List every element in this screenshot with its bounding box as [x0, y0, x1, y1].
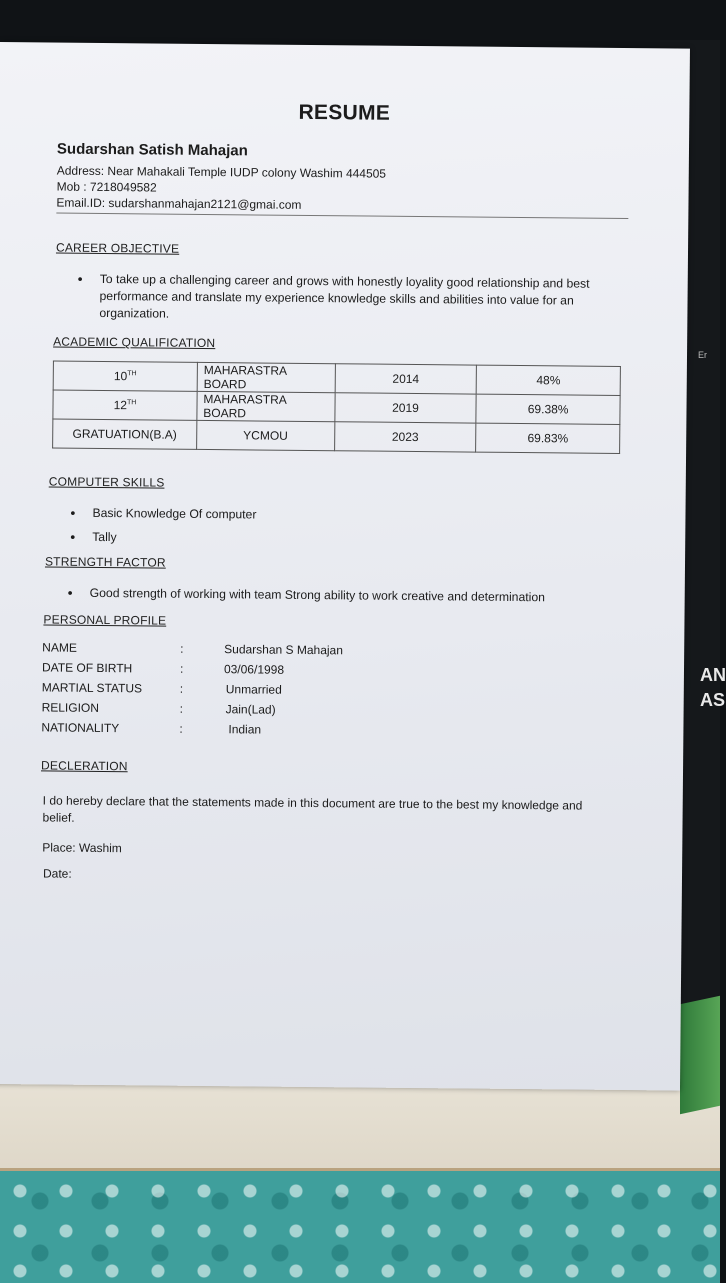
academic-table — [52, 361, 621, 454]
career-objective-heading: CAREER OBJECTIVE — [55, 240, 180, 256]
board-cell: MAHARASTRA BOARD — [197, 391, 335, 421]
monitor-text-1: Er — [698, 350, 707, 360]
computer-skills-heading: COMPUTER SKILLS — [48, 474, 165, 490]
list-item — [70, 504, 492, 526]
year-cell: 2023 — [334, 422, 476, 452]
profile-row — [42, 660, 462, 682]
bullet-icon: • — [70, 528, 76, 545]
profile-colon: : — [179, 721, 183, 736]
profile-colon: : — [180, 641, 184, 656]
table-row — [53, 419, 620, 453]
personal-profile-heading: PERSONAL PROFILE — [43, 612, 167, 628]
strength-text: Good strength of working with team Strong ability to work creative and determination — [89, 585, 545, 605]
place-line: Place: Washim — [42, 840, 122, 856]
bullet-icon: • — [67, 584, 73, 601]
profile-label: DATE OF BIRTH — [41, 660, 133, 676]
profile-colon: : — [179, 661, 184, 676]
bullet-icon: • — [77, 270, 83, 287]
profile-label: NAME — [42, 640, 77, 655]
percent-cell: 69.83% — [476, 423, 620, 453]
monitor-text-2: AN — [700, 665, 726, 685]
applicant-name: Sudarshan Satish Mahajan — [56, 140, 248, 160]
resume-title: RESUME — [298, 100, 391, 125]
percent-cell: 69.38% — [476, 394, 620, 424]
list-item — [67, 584, 610, 607]
profile-row — [42, 640, 462, 662]
profile-value: Sudarshan S Mahajan — [224, 642, 343, 658]
board-cell: MAHARASTRA BOARD — [197, 362, 335, 392]
profile-colon: : — [179, 701, 184, 716]
profile-row — [42, 680, 462, 702]
profile-label: RELIGION — [41, 700, 100, 715]
address-line: Address: Near Mahakali Temple IUDP colony Washim 444505 — [56, 163, 387, 181]
resume-paper — [0, 42, 690, 1091]
level-cell: 12TH — [53, 390, 197, 420]
skill-text: Tally — [92, 529, 117, 545]
profile-label: NATIONALITY — [41, 720, 120, 736]
profile-value: Unmarried — [225, 682, 282, 697]
profile-value: Jain(Lad) — [225, 702, 276, 717]
level-cell: GRATUATION(B.A) — [53, 419, 197, 449]
board-cell: YCMOU — [196, 420, 334, 450]
list-item — [70, 528, 492, 550]
patterned-cloth — [0, 1168, 720, 1283]
strength-heading: STRENGTH FACTOR — [44, 554, 166, 570]
year-cell: 2014 — [335, 364, 477, 394]
career-objective-item — [77, 270, 609, 327]
declaration-text: I do hereby declare that the statements made in this document are true to the best my knowledge and belief. — [42, 793, 583, 825]
profile-colon: : — [179, 681, 184, 696]
level-cell: 10TH — [53, 361, 197, 391]
profile-value: Indian — [228, 722, 262, 737]
skill-text: Basic Knowledge Of computer — [92, 505, 257, 522]
date-line: Date: — [42, 866, 72, 881]
percent-cell: 48% — [476, 365, 620, 395]
academic-heading: ACADEMIC QUALIFICATION — [53, 334, 216, 351]
profile-label: MARTIAL STATUS — [41, 680, 143, 696]
header-divider — [56, 213, 628, 219]
profile-row — [41, 720, 461, 742]
mobile-line: Mob : 7218049582 — [56, 179, 157, 195]
bullet-icon: • — [70, 504, 76, 521]
green-book — [680, 996, 720, 1115]
email-line: Email.ID: sudarshanmahajan2121@gmai.com — [56, 195, 302, 212]
declaration-heading: DECLERATION — [40, 758, 128, 774]
profile-value: 03/06/1998 — [223, 662, 285, 677]
career-objective-text: To take up a challenging career and grows with honestly loyality good relationship and best performance and translate my experience knowledge skills and abilities into value for an organization. — [99, 271, 590, 321]
year-cell: 2019 — [335, 393, 477, 423]
profile-row — [42, 700, 462, 722]
monitor-text-3: AS — [700, 690, 726, 710]
